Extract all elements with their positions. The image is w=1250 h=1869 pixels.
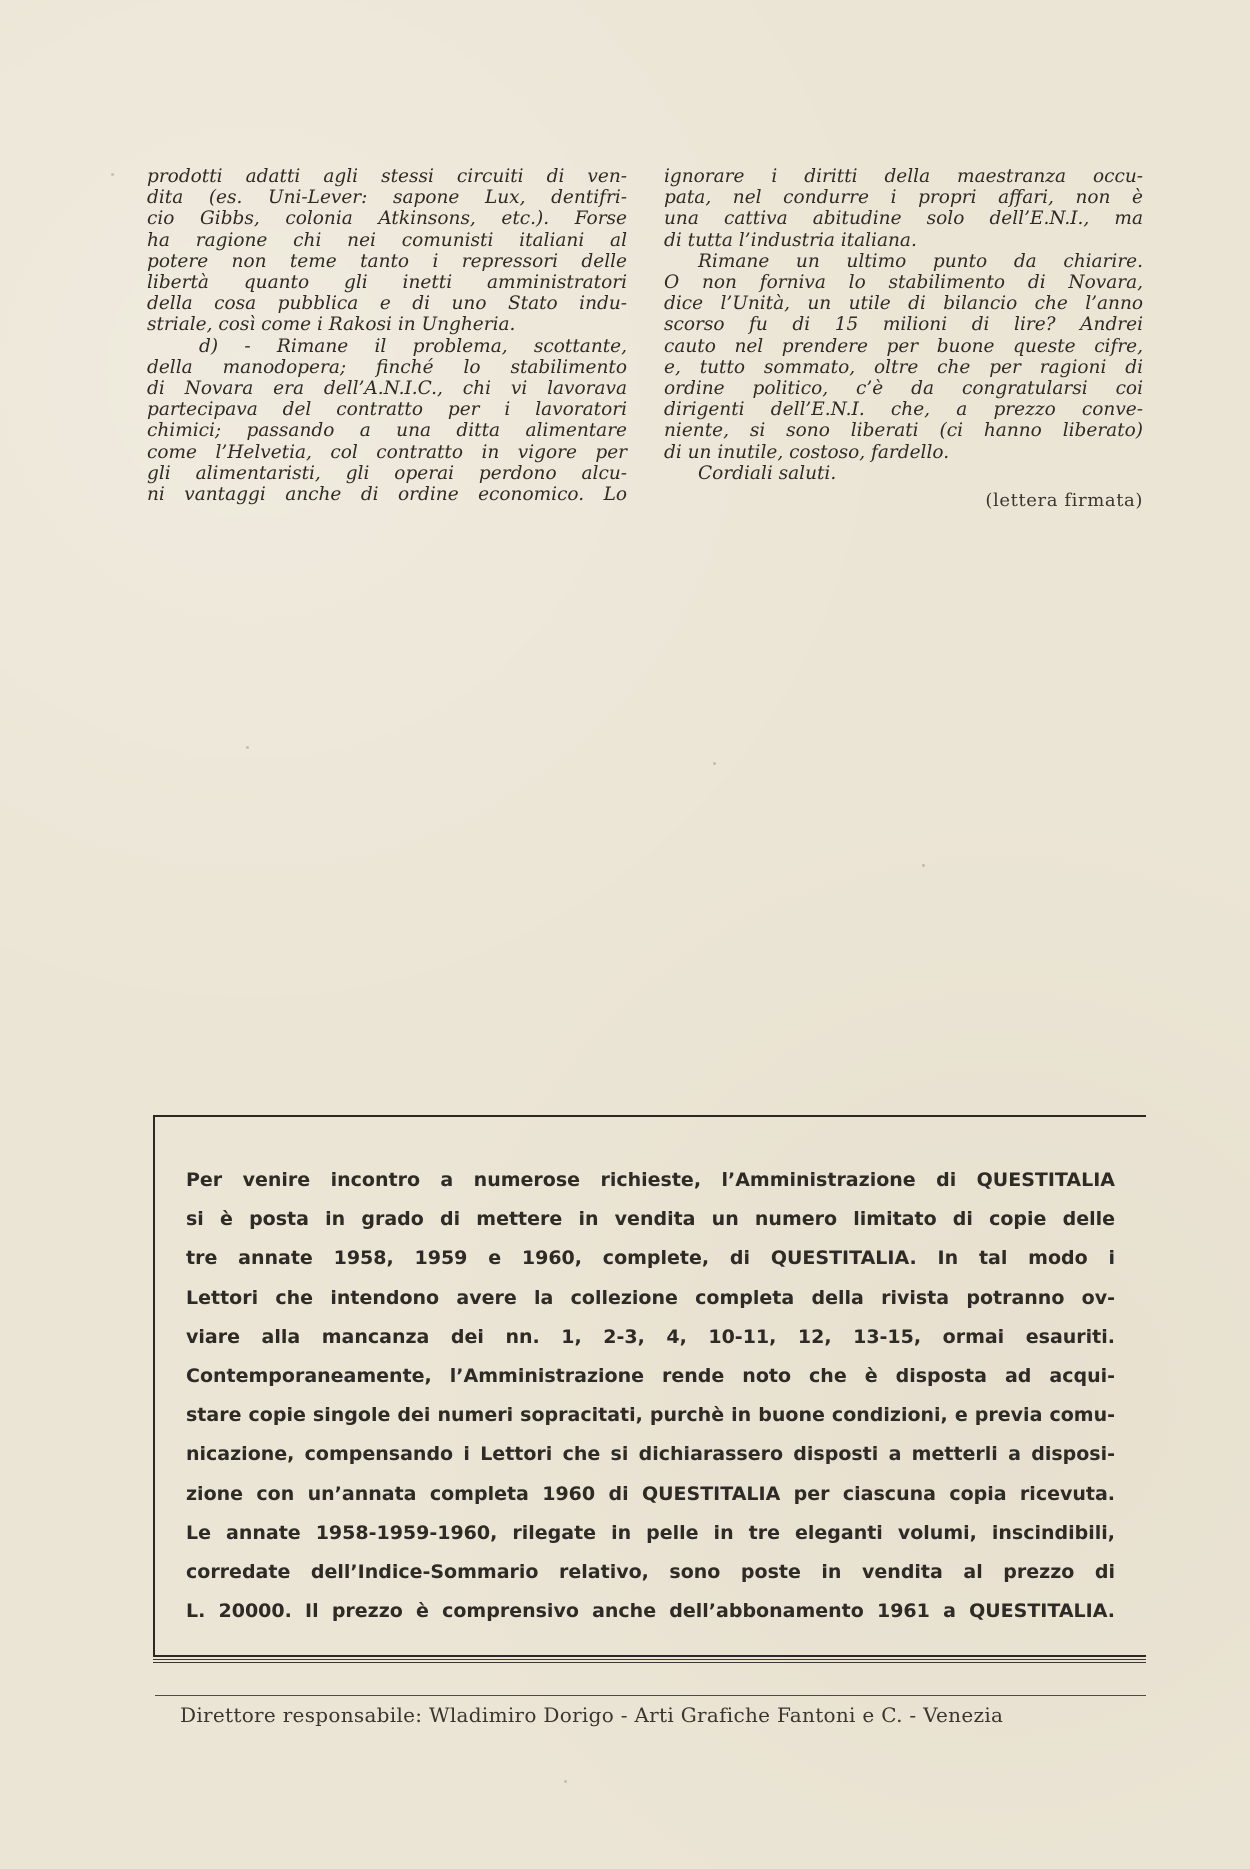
notice-line: Le annate 1958-1959-1960, rilegate in pelle in tre eleganti volumi, inscindibili,: [186, 1521, 1115, 1544]
paper-speck: [713, 762, 716, 765]
article-line: e, tutto sommato, oltre che per ragioni di: [664, 356, 1143, 378]
paper-speck: [246, 746, 249, 749]
article-line: niente, si sono liberati (ci hanno liberato): [664, 420, 1143, 442]
article-line: dice l’Unità, un utile di bilancio che l’anno: [664, 293, 1143, 315]
article-line: dita (es. Uni-Lever: sapone Lux, dentifri-: [147, 187, 627, 209]
article-line: potere non teme tanto i repressori delle: [147, 250, 627, 272]
paper-speck: [111, 173, 114, 176]
article-left-column: [147, 166, 627, 505]
article-line: pata, nel condurre i propri affari, non è: [664, 187, 1143, 209]
notice-line: Per venire incontro a numerose richieste, l’Amministrazione di QUESTITALIA: [186, 1169, 1115, 1191]
notice-line: viare alla mancanza dei nn. 1, 2-3, 4, 10-11, 12, 13-15, ormai esauriti.: [186, 1325, 1115, 1348]
article-line: Cordiali saluti.: [698, 462, 837, 484]
article-line: dirigenti dell’E.N.I. che, a prezzo conve-: [664, 399, 1143, 421]
article-line: ni vantaggi anche di ordine economico. Lo: [147, 484, 627, 506]
article-line: prodotti adatti agli stessi circuiti di ven-: [147, 166, 627, 187]
article-line: cio Gibbs, colonia Atkinsons, etc.). Forse: [147, 208, 627, 230]
notice-line: stare copie singole dei numeri sopracitati, purchè in buone condizioni, e previa comu-: [186, 1404, 1115, 1427]
article-line: Rimane un ultimo punto da chiarire.: [698, 250, 1143, 272]
double-rule: [153, 1659, 1146, 1663]
article-line: di un inutile, costoso, fardello.: [664, 441, 950, 463]
article-line: cauto nel prendere per buone queste cifre,: [664, 335, 1143, 357]
article-line: libertà quanto gli inetti amministratori: [147, 272, 627, 294]
article-line: di tutta l’industria italiana.: [664, 229, 917, 251]
footer-rule: [155, 1695, 1146, 1696]
article-line: striale, così come i Rakosi in Ungheria.: [147, 314, 516, 336]
notice-line: Lettori che intendono avere la collezione completa della rivista potranno ov-: [186, 1286, 1115, 1309]
article-line: O non forniva lo stabilimento di Novara,: [664, 272, 1143, 294]
notice-line: si è posta in grado di mettere in vendita un numero limitato di copie delle: [186, 1208, 1115, 1231]
article-line: come l’Helvetia, col contratto in vigore per: [147, 441, 627, 463]
notice-line: corredate dell’Indice-Sommario relativo, sono poste in vendita al prezzo di: [186, 1561, 1115, 1584]
article-right-column: [664, 166, 1143, 511]
article-line: della manodopera; finché lo stabilimento: [147, 356, 627, 378]
notice-line: L. 20000. Il prezzo è comprensivo anche dell’abbonamento 1961 a QUESTITALIA.: [186, 1600, 1115, 1623]
article-line: gli alimentaristi, gli operai perdono alcu-: [147, 462, 627, 484]
article-line: scorso fu di 15 milioni di lire? Andrei: [664, 314, 1143, 336]
article-line: chimici; passando a una ditta alimentare: [147, 420, 627, 442]
paper-speck: [922, 864, 925, 867]
notice-line: nicazione, compensando i Lettori che si dichiarassero disposti a metterli a disposi-: [186, 1443, 1115, 1466]
article-line: una cattiva abitudine solo dell’E.N.I., ma: [664, 208, 1143, 230]
notice-line: Contemporaneamente, l’Amministrazione rende noto che è disposta ad acqui-: [186, 1365, 1115, 1388]
notice-line: zione con un’annata completa 1960 di QUESTITALIA per ciascuna copia ricevuta.: [186, 1482, 1115, 1505]
notice-line: tre annate 1958, 1959 e 1960, complete, di QUESTITALIA. In tal modo i: [186, 1247, 1115, 1270]
imprint-footer: Direttore responsabile: Wladimiro Dorigo - Arti Grafiche Fantoni e C. - Venezia: [180, 1703, 1004, 1727]
article-line: d) - Rimane il problema, scottante,: [199, 335, 627, 357]
subscription-notice-box: [153, 1115, 1146, 1657]
article-line: partecipava del contratto per i lavoratori: [147, 399, 627, 421]
article-line: ordine politico, c’è da congratularsi coi: [664, 378, 1143, 400]
article-line: di Novara era dell’A.N.I.C., chi vi lavorava: [147, 378, 627, 400]
article-line: ha ragione chi nei comunisti italiani al: [147, 229, 627, 251]
paper-speck: [564, 1780, 567, 1783]
article-line: ignorare i diritti della maestranza occu-: [664, 166, 1143, 187]
article-line: della cosa pubblica e di uno Stato indu-: [147, 293, 627, 315]
signature: (lettera firmata): [985, 490, 1143, 512]
